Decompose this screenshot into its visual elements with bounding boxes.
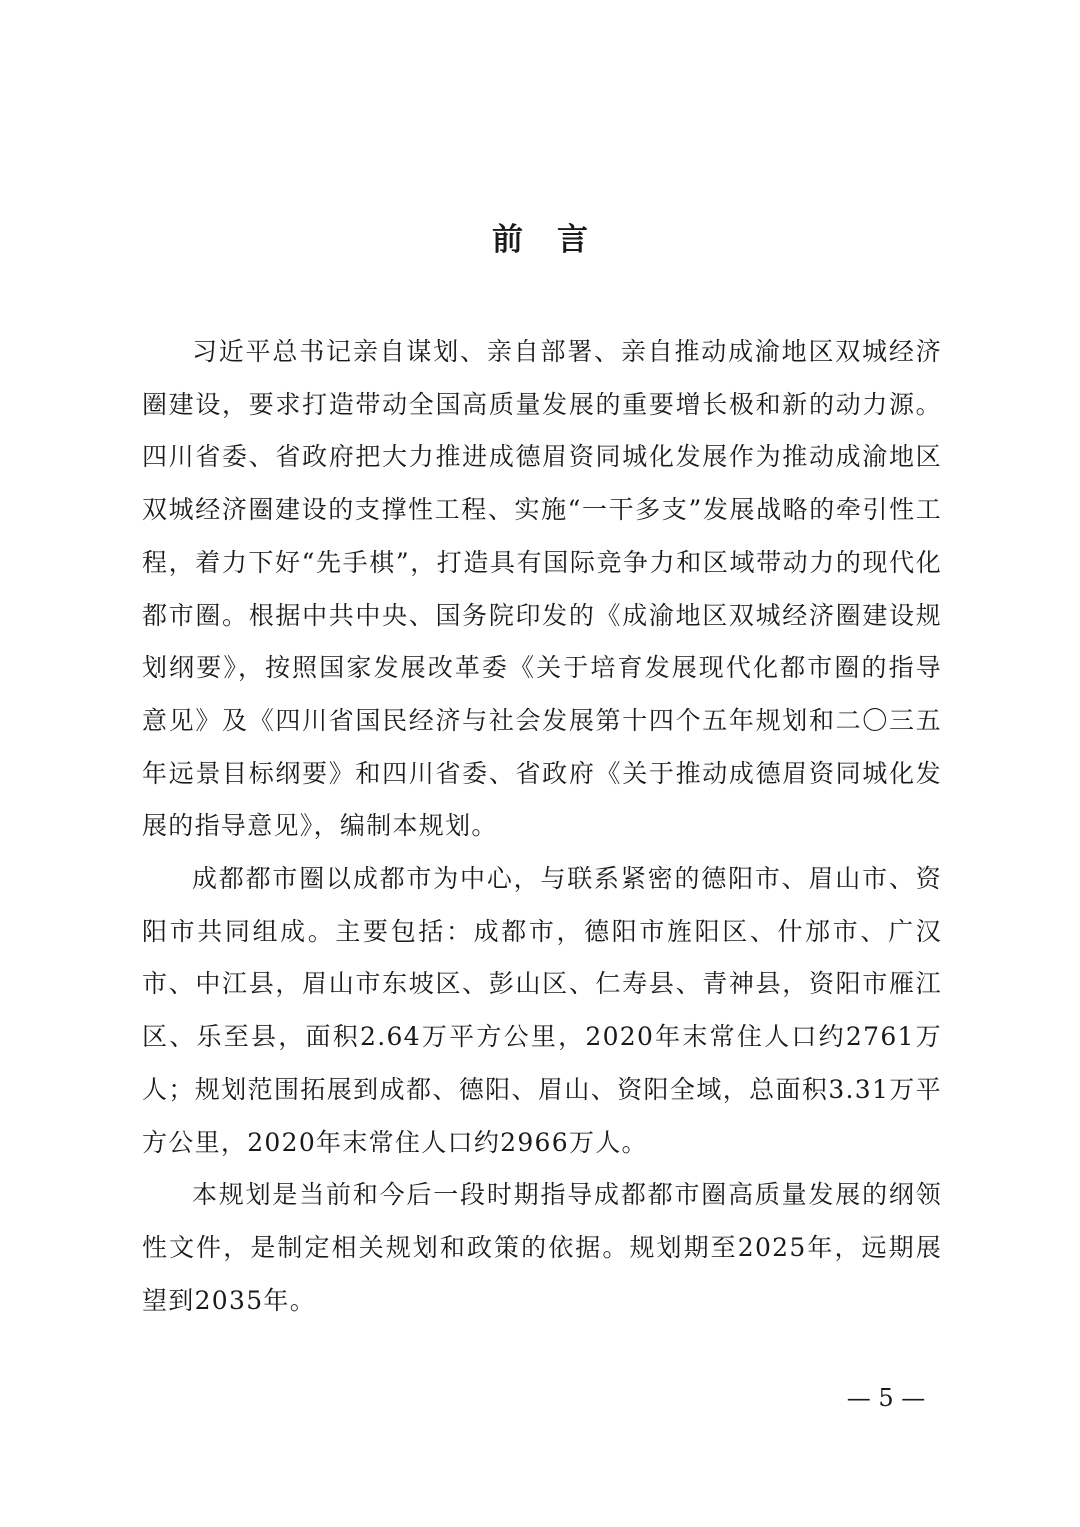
paragraph-1: 习近平总书记亲自谋划、亲自部署、亲自推动成渝地区双城经济圈建设，要求打造带动全国高质量发展的重要增长极和新的动力源。四川省委、省政府把大力推进成德眉资同城化发展作为推动成渝地区双城经济圈建设的支撑性工程、实施“一干多支”发展战略的牵引性工程，着力下好“先手棋”，打造具有国际竞争力和区域带动力的现代化都市圈。根据中共中央、国务院印发的《成渝地区双城经济圈建设规划纲要》，按照国家发展改革委《关于培育发展现代化都市圈的指导意见》及《四川省国民经济与社会发展第十四个五年规划和二〇三五年远景目标纲要》和四川省委、省政府《关于推动成德眉资同城化发展的指导意见》，编制本规划。 bbox=[142, 337, 942, 841]
page-title bbox=[0, 212, 1080, 268]
title-char-2: 言 bbox=[557, 222, 588, 258]
page-number: — 5 — bbox=[846, 1384, 926, 1412]
body-text bbox=[142, 326, 942, 1327]
title-char-1: 前 bbox=[492, 222, 523, 258]
paragraph-3: 本规划是当前和今后一段时期指导成都都市圈高质量发展的纲领性文件，是制定相关规划和政策的依据。规划期至2025年，远期展望到2035年。 bbox=[142, 1180, 942, 1315]
paragraph-2: 成都都市圈以成都市为中心，与联系紧密的德阳市、眉山市、资阳市共同组成。主要包括：成都市，德阳市旌阳区、什邡市、广汉市、中江县，眉山市东坡区、彭山区、仁寿县、青神县，资阳市雁江区、乐至县，面积2.64万平方公里，2020年末常住人口约2761万人；规划范围拓展到成都、德阳、眉山、资阳全域，总面积3.31万平方公里，2020年末常住人口约2966万人。 bbox=[142, 864, 942, 1157]
